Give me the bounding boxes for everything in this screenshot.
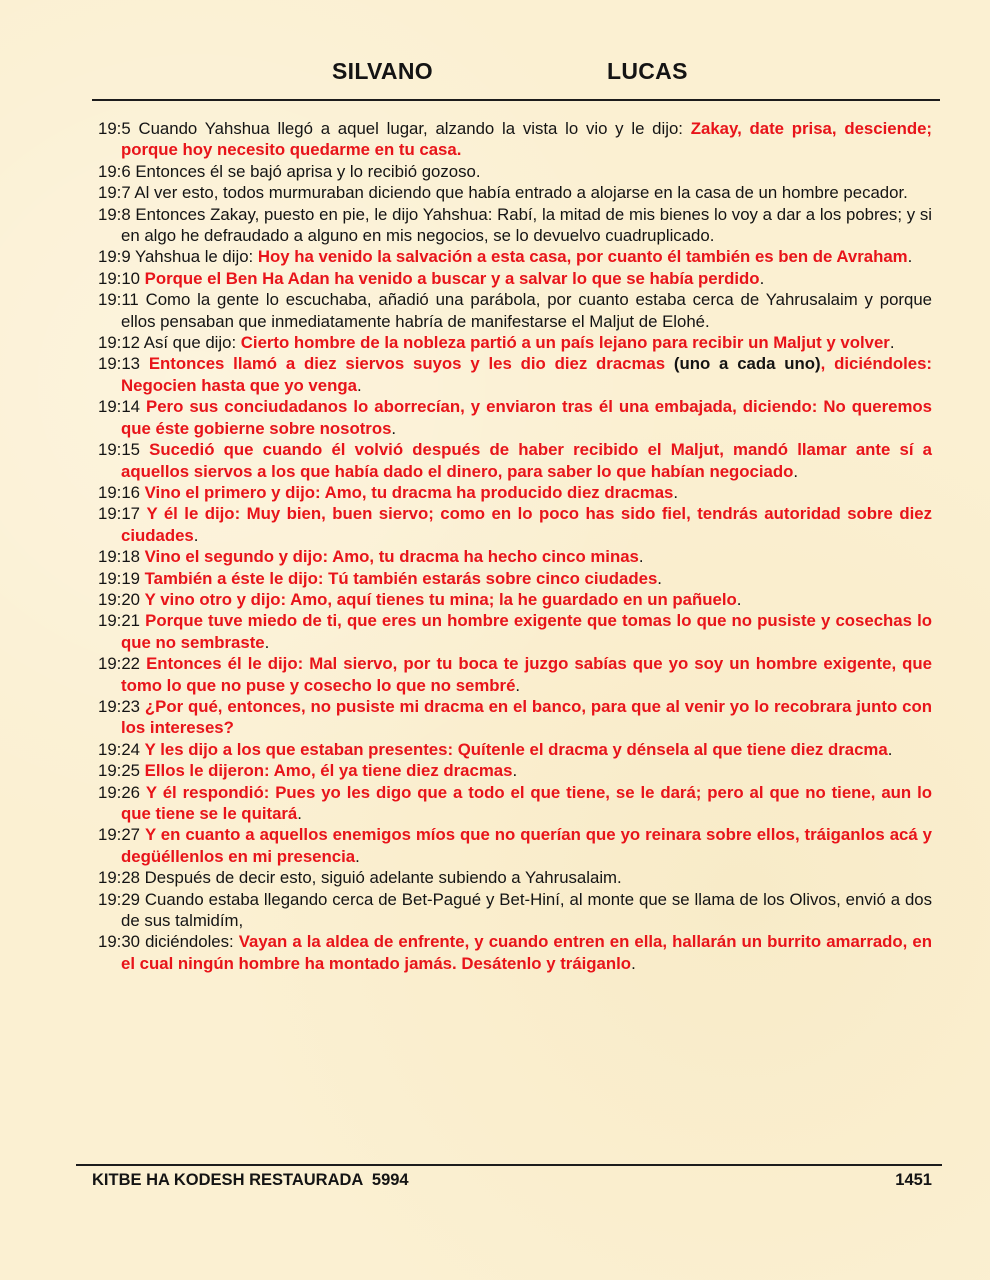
verse-text: diciéndoles: [145, 932, 239, 952]
verse-quote-text: Y él respondió: Pues yo les digo que a todo el que tiene, se le dará; pero al que no tiene, aun lo que tiene se le quitará [121, 782, 932, 823]
verse-quote-text: Cierto hombre de la nobleza partió a un país lejano para recibir un Maljut y volver [240, 333, 890, 353]
verse-ref: 19:9 [98, 247, 131, 267]
verse [98, 118, 932, 161]
verse-text: Cuando Yahshua llegó a aquel lugar, alzando la vista lo vio y le dijo: [138, 119, 691, 138]
verse-quote-text: Porque el Ben Ha Adan ha venido a buscar y a salvar lo que se había perdido [144, 268, 760, 288]
verse [98, 546, 932, 567]
verse [98, 760, 932, 781]
verse-quote-text: Pero sus conciudadanos lo aborrecían, y enviaron tras él una embajada, diciendo: No queremos que éste gobierne sobre nosotros [121, 397, 932, 438]
verse-text: . [631, 953, 636, 973]
verse [98, 204, 932, 247]
verse-text: Entonces él se bajó aprisa y lo recibió gozoso. [135, 161, 481, 181]
header-book: LUCAS [607, 58, 688, 84]
verse-text: . [355, 846, 360, 866]
verse-ref: 19:17 [98, 504, 140, 524]
verse [98, 696, 932, 739]
verse [98, 867, 932, 888]
verse-quote-text: Sucedió que cuando él volvió después de haber recibido el Maljut, mandó llamar ante sí a aquellos siervos a los que había dado el dinero, para saber lo que habían negociado [121, 440, 932, 481]
verse-quote-text: Porque tuve miedo de ti, que eres un hombre exigente que tomas lo que no pusiste y cosechas lo que no sembraste [121, 611, 932, 652]
verse [98, 439, 932, 482]
verse-ref: 19:27 [98, 825, 140, 845]
verse [98, 782, 932, 825]
verse [98, 568, 932, 589]
verse-list [98, 118, 932, 974]
verse-text: . [356, 375, 362, 395]
verse-quote-text: Zakay, date prisa, desciende; porque hoy necesito quedarme en tu casa. [121, 119, 932, 160]
verse-text: Así que dijo: [143, 333, 241, 353]
verse-ref: 19:11 [98, 290, 139, 310]
verse-text: . [391, 418, 397, 438]
verse-ref: 19:22 [98, 654, 140, 674]
verse-quote-text: Entonces él le dijo: Mal siervo, por tu boca te juzgo sabías que yo soy un hombre exigente, que tomo lo que no puse y cosecho lo que no sembré [121, 654, 932, 695]
verse-text: . [889, 333, 895, 353]
verse-quote-text: Entonces llamó a diez siervos suyos y les dio diez dracmas [148, 354, 674, 374]
verse-text: Al ver esto, todos murmuraban diciendo que había entrado a alojarse en la casa de un hombre pecador. [134, 183, 908, 203]
verse-text: Yahshua le dijo: [135, 247, 258, 267]
verse-quote-text: Y él le dijo: Muy bien, buen siervo; como en lo poco has sido fiel, tendrás autoridad sobre diez ciudades [121, 504, 932, 545]
verse-text: . [887, 739, 893, 759]
footer-rule [76, 1164, 942, 1166]
verse-text: . [793, 461, 799, 481]
verse-quote-text: Vino el segundo y dijo: Amo, tu dracma ha hecho cinco minas [144, 547, 639, 567]
verse-ref: 19:23 [98, 696, 140, 716]
verse [98, 268, 932, 289]
verse-quote-text: , diciéndoles: Negocien hasta que yo venga [121, 354, 933, 395]
verse [98, 246, 932, 267]
verse-quote-text: También a éste le dijo: Tú también estarás sobre cinco ciudades [144, 568, 658, 588]
verse-text: . [297, 804, 302, 823]
page-number: 1451 [895, 1171, 932, 1189]
verse [98, 353, 932, 396]
verse [98, 289, 932, 332]
verse [98, 161, 932, 182]
verse-ref: 19:28 [98, 868, 140, 888]
verse [98, 332, 932, 353]
verse-ref: 19:10 [98, 268, 140, 288]
verse [98, 739, 932, 760]
header-rule [92, 99, 940, 101]
verse-text: Después de decir esto, siguió adelante subiendo a Yahrusalaim. [144, 868, 622, 888]
verse-ref: 19:25 [98, 761, 140, 781]
verse-ref: 19:19 [98, 568, 140, 588]
verse-quote-text: Y les dijo a los que estaban presentes: Quítenle el dracma y dénsela al que tiene diez dracma [144, 739, 888, 759]
page-footer [92, 1171, 932, 1190]
verse-ref: 19:15 [98, 440, 140, 460]
verse [98, 503, 932, 546]
page-header [0, 58, 990, 92]
verse-text: . [515, 675, 521, 695]
verse-ref: 19:18 [98, 547, 140, 567]
verse-ref: 19:30 [98, 932, 140, 952]
verse-ref: 19:13 [98, 354, 140, 374]
verse-text: . [512, 761, 518, 781]
verse-ref: 19:7 [98, 183, 131, 203]
verse-ref: 19:12 [98, 333, 140, 353]
verse-text: (uno a cada uno) [673, 354, 821, 374]
verse-text: . [759, 268, 765, 288]
verse-ref: 19:16 [98, 482, 140, 502]
verse [98, 653, 932, 696]
verse-ref: 19:29 [98, 889, 140, 909]
verse [98, 182, 932, 203]
verse-quote-text: ¿Por qué, entonces, no pusiste mi dracma en el banco, para que al venir yo lo recobrara junto con los intereses? [121, 696, 932, 738]
verse-quote-text: Vayan a la aldea de enfrente, y cuando entren en ella, hallarán un burrito amarrado, en el cual ningún hombre ha montado jamás. Desátenlo y tráiganlo [121, 932, 932, 973]
verse-text: Entonces Zakay, puesto en pie, le dijo Yahshua: Rabí, la mitad de mis bienes lo voy a dar a los pobres; y si en algo he defraudado a alguno en mis negocios, se lo devuelvo cuadruplicado. [121, 204, 932, 246]
verse-ref: 19:5 [98, 119, 131, 138]
verse-text: Cuando estaba llegando cerca de Bet-Pagué y Bet-Hiní, al monte que se llama de los Olivos, envió a dos de sus talmidím, [121, 889, 933, 931]
verse [98, 482, 932, 503]
verse-ref: 19:6 [98, 161, 131, 181]
verse-ref: 19:14 [98, 397, 140, 417]
verse-text: . [673, 482, 679, 502]
verse [98, 610, 932, 653]
verse-ref: 19:8 [98, 204, 131, 224]
verse-quote-text: Y vino otro y dijo: Amo, aquí tienes tu mina; la he guardado en un pañuelo [144, 589, 737, 609]
verse [98, 396, 932, 439]
verse-text: . [657, 568, 662, 588]
verse-ref: 19:20 [98, 589, 140, 609]
verse [98, 589, 932, 610]
verse-quote-text: Y en cuanto a aquellos enemigos míos que no querían que yo reinara sobre ellos, tráiganlos acá y degüéllenlos en mi presencia [121, 825, 932, 866]
footer-title: KITBE HA KODESH RESTAURADA 5994 [92, 1171, 409, 1189]
verse-text: . [638, 547, 644, 567]
verse-ref: 19:24 [98, 739, 140, 759]
verse-ref: 19:26 [98, 782, 140, 802]
verse-text: . [907, 247, 913, 267]
verse-text: . [264, 632, 270, 652]
verse-quote-text: Hoy ha venido la salvación a esta casa, por cuanto él también es ben de Avraham [257, 247, 908, 267]
verse-ref: 19:21 [98, 611, 140, 631]
verse [98, 931, 932, 974]
verse-text: Como la gente lo escuchaba, añadió una parábola, por cuanto estaba cerca de Yahrusalaim y porque ellos pensaban que inmediatamente habría de manifestarse el Maljut de Elohé. [121, 290, 932, 331]
verse-text: . [736, 589, 742, 609]
verse [98, 824, 932, 867]
verse-quote-text: Ellos le dijeron: Amo, él ya tiene diez dracmas [144, 761, 513, 781]
header-author: SILVANO [332, 58, 433, 84]
verse-quote-text: Vino el primero y dijo: Amo, tu dracma ha producido diez dracmas [144, 482, 674, 502]
verse-text: . [193, 525, 199, 545]
verse [98, 889, 932, 932]
